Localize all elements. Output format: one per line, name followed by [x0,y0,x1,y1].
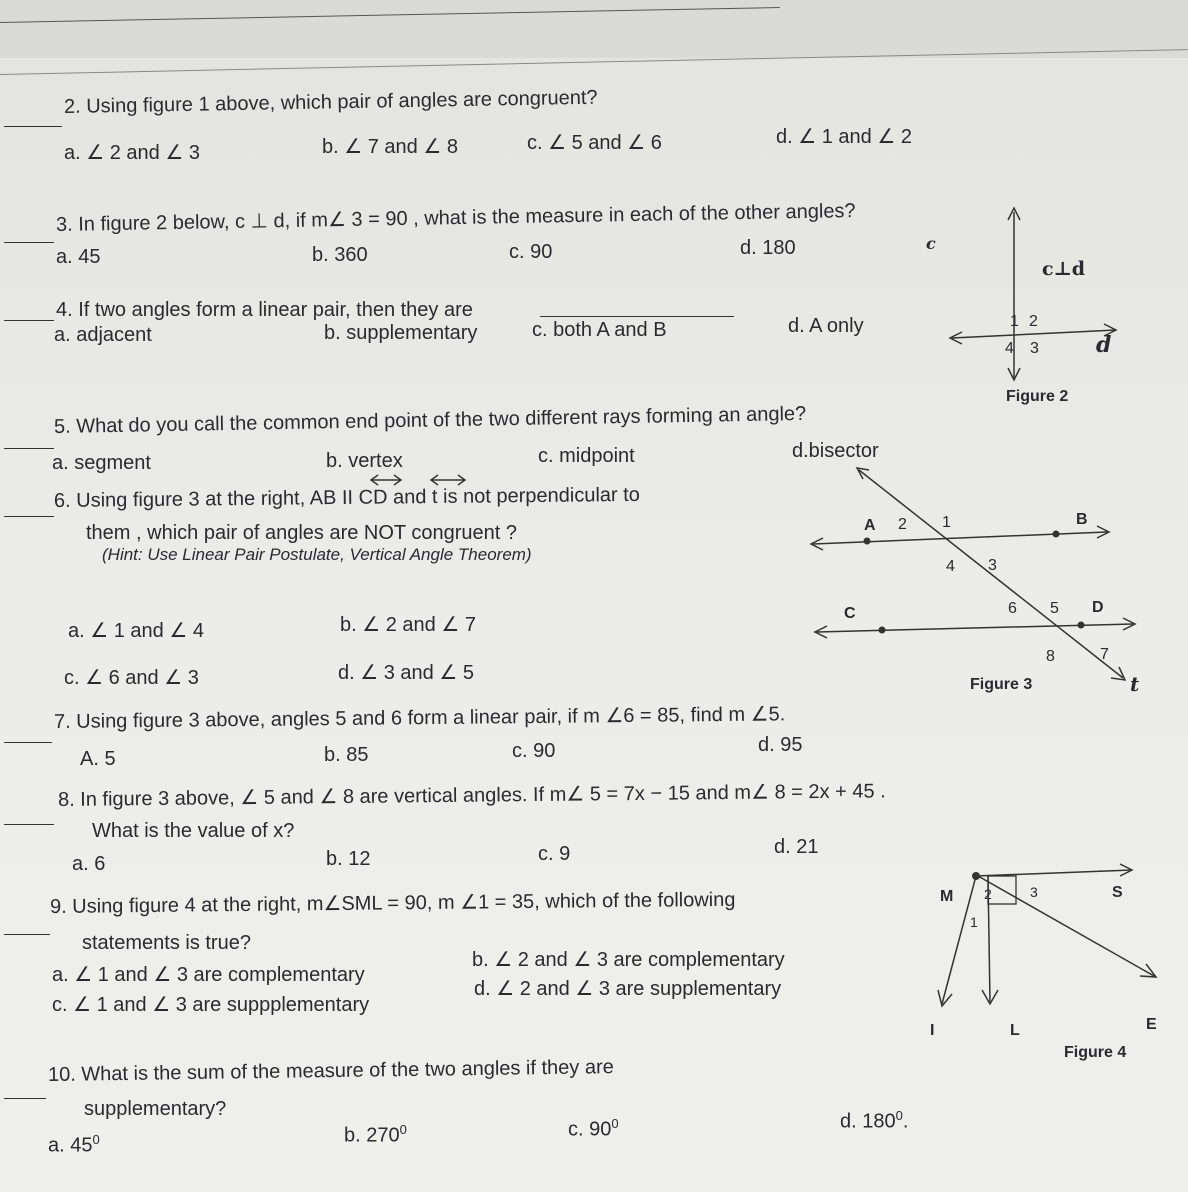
q5-option-d[interactable]: d.bisector [792,440,879,462]
fig3-angle-1: 1 [942,514,951,531]
fig4-angle-3: 3 [1030,884,1038,900]
fig3-label-b: B [1076,511,1088,528]
fig2-label-c: c [926,234,936,253]
fig4-point-m [972,872,980,880]
q9-stem-line1: 9. Using figure 4 at the right, m∠SML = 90, m ∠1 = 35, which of the following [49,888,736,918]
q6-hint: (Hint: Use Linear Pair Postulate, Vertical Angle Theorem) [102,545,532,564]
q8-stem-line2: What is the value of x? [92,820,295,842]
q5-option-c[interactable]: c. midpoint [538,445,635,467]
q4-fill-blank[interactable] [540,316,734,317]
fig2-angle-2: 2 [1029,313,1038,330]
q10-option-b-text: b. 270 [344,1124,400,1147]
q4-option-b[interactable]: b. supplementary [324,322,478,344]
fig3-line-cd [817,624,1133,632]
fig3-caption: Figure 3 [970,676,1033,693]
fig4-label-e: E [1146,1016,1157,1033]
fig4-caption: Figure 4 [1064,1044,1127,1061]
fig2-angle-1: 1 [1010,313,1019,330]
q10-stem-line2: supplementary? [84,1098,227,1120]
answer-blank-q8[interactable] [4,824,54,825]
q8-option-c[interactable]: c. 9 [538,843,571,865]
q2-option-d[interactable]: d. ∠ 1 and ∠ 2 [776,126,912,148]
answer-blank-q10[interactable] [4,1098,46,1099]
q10-option-d-degree: 0 [895,1108,903,1123]
answer-blank-q2[interactable] [4,126,62,127]
fig3-point-a [864,538,871,545]
q4-stem: 4. If two angles form a linear pair, then they are [56,299,473,321]
q4-option-d[interactable]: d. A only [788,315,864,337]
q2-stem: 2. Using figure 1 above, which pair of angles are congruent? [63,86,598,118]
q10-option-b[interactable] [344,1122,407,1148]
fig2-caption: Figure 2 [1006,388,1069,405]
q10-option-b-degree: 0 [399,1122,407,1137]
q6-option-d[interactable]: d. ∠ 3 and ∠ 5 [338,662,474,684]
figure-2-diagram [930,200,1130,415]
q3-option-a[interactable]: a. 45 [56,246,101,268]
fig3-point-c [879,627,886,634]
q3-option-c[interactable]: c. 90 [509,241,553,263]
q9-stem-line2: statements is true? [82,932,251,954]
answer-blank-q7[interactable] [4,742,52,743]
fig3-label-t: t [1130,672,1140,696]
fig3-label-c: C [844,605,856,622]
fig4-ray-me [978,876,1154,976]
q3-option-b[interactable]: b. 360 [312,244,368,266]
q4-option-a[interactable]: a. adjacent [54,324,152,346]
answer-blank-q5[interactable] [4,448,54,449]
fig4-ray-ms [976,870,1132,876]
q6-option-a[interactable]: a. ∠ 1 and ∠ 4 [68,620,204,642]
q4-option-c[interactable]: c. both A and B [532,319,667,341]
q10-option-d-period: . [902,1110,909,1133]
q6-stem-line1: 6. Using figure 3 at the right, AB II CD and t is not perpendicular to [53,483,640,512]
fig4-label-l: L [1010,1022,1020,1039]
q10-option-d[interactable] [840,1108,908,1134]
q10-option-a-text: a. 45 [48,1134,93,1157]
q6-option-c[interactable]: c. ∠ 6 and ∠ 3 [64,667,199,689]
fig2-label-d: d [1096,332,1112,358]
fig4-label-m: M [940,888,954,905]
fig3-angle-5: 5 [1050,600,1059,617]
answer-blank-q9[interactable] [4,934,50,935]
q5-stem: 5. What do you call the common end point of the two different rays forming an angle? [53,402,807,438]
page-top-rule [0,7,780,23]
fig3-angle-4: 4 [946,558,955,575]
q6-stem-line2: them , which pair of angles are NOT congruent ? [86,522,517,544]
fig3-label-d: D [1092,599,1104,616]
fig3-angle-6: 6 [1008,600,1017,617]
q2-option-c[interactable]: c. ∠ 5 and ∠ 6 [527,132,662,154]
fig3-angle-3: 3 [988,557,997,574]
q2-option-b[interactable]: b. ∠ 7 and ∠ 8 [322,136,458,158]
q5-option-a[interactable]: a. segment [52,452,151,474]
figure-4-diagram [930,858,1170,1018]
fig4-angle-2: 2 [984,886,992,902]
q7-stem: 7. Using figure 3 above, angles 5 and 6 form a linear pair, if m ∠6 = 85, find m ∠5. [53,703,786,733]
q9-option-a[interactable]: a. ∠ 1 and ∠ 3 are complementary [52,964,365,986]
q5-option-b[interactable]: b. vertex [326,450,403,472]
fig2-label-perp: c⊥d [1042,258,1086,280]
answer-blank-q4[interactable] [4,320,54,321]
fig3-label-a: A [864,517,876,534]
fig2-line-d [952,330,1116,338]
q9-option-c[interactable]: c. ∠ 1 and ∠ 3 are suppplementary [52,994,370,1016]
q9-option-d[interactable]: d. ∠ 2 and ∠ 3 are supplementary [474,978,782,1000]
q10-option-c-degree: 0 [611,1116,619,1131]
q7-option-d[interactable]: d. 95 [758,734,803,756]
q7-option-c[interactable]: c. 90 [512,740,556,762]
fig3-point-d [1078,622,1085,629]
fig3-angle-8: 8 [1046,648,1055,665]
figure-3-diagram [805,460,1145,695]
q10-option-a[interactable] [48,1132,100,1158]
q10-option-c[interactable] [568,1116,619,1142]
q10-option-d-text: d. 180 [840,1110,896,1133]
fig2-angle-4: 4 [1005,340,1014,357]
q7-option-a[interactable]: A. 5 [80,748,116,770]
fig4-label-i: I [930,1022,935,1039]
q10-option-c-text: c. 90 [568,1118,612,1141]
fig4-angle-1: 1 [970,914,978,930]
q8-option-a[interactable]: a. 6 [72,853,106,875]
q3-option-d[interactable]: d. 180 [740,237,796,259]
fig3-angle-2: 2 [898,516,907,533]
answer-blank-q3[interactable] [4,242,54,243]
fig3-line-ab [813,532,1107,544]
fig4-label-s: S [1112,884,1123,901]
fig3-angle-7: 7 [1100,646,1109,663]
fig3-point-b [1053,531,1060,538]
q7-option-b[interactable]: b. 85 [324,744,369,766]
q10-option-a-degree: 0 [92,1132,100,1147]
q8-option-b[interactable]: b. 12 [326,848,371,870]
q8-stem-line1: 8. In figure 3 above, ∠ 5 and ∠ 8 are vertical angles. If m∠ 5 = 7x − 15 and m∠ 8 = 2x + 45 . [57,780,886,811]
q9-option-b[interactable]: b. ∠ 2 and ∠ 3 are complementary [472,949,785,971]
q10-stem-line1: 10. What is the sum of the measure of the two angles if they are [47,1056,614,1086]
q3-stem: 3. In figure 2 below, c ⊥ d, if m∠ 3 = 90 , what is the measure in each of the other angles? [55,200,856,236]
q6-option-b[interactable]: b. ∠ 2 and ∠ 7 [340,614,476,636]
answer-blank-q6[interactable] [4,516,54,517]
q2-option-a[interactable]: a. ∠ 2 and ∠ 3 [64,142,200,164]
q8-option-d[interactable]: d. 21 [774,836,819,858]
fig2-angle-3: 3 [1030,340,1039,357]
